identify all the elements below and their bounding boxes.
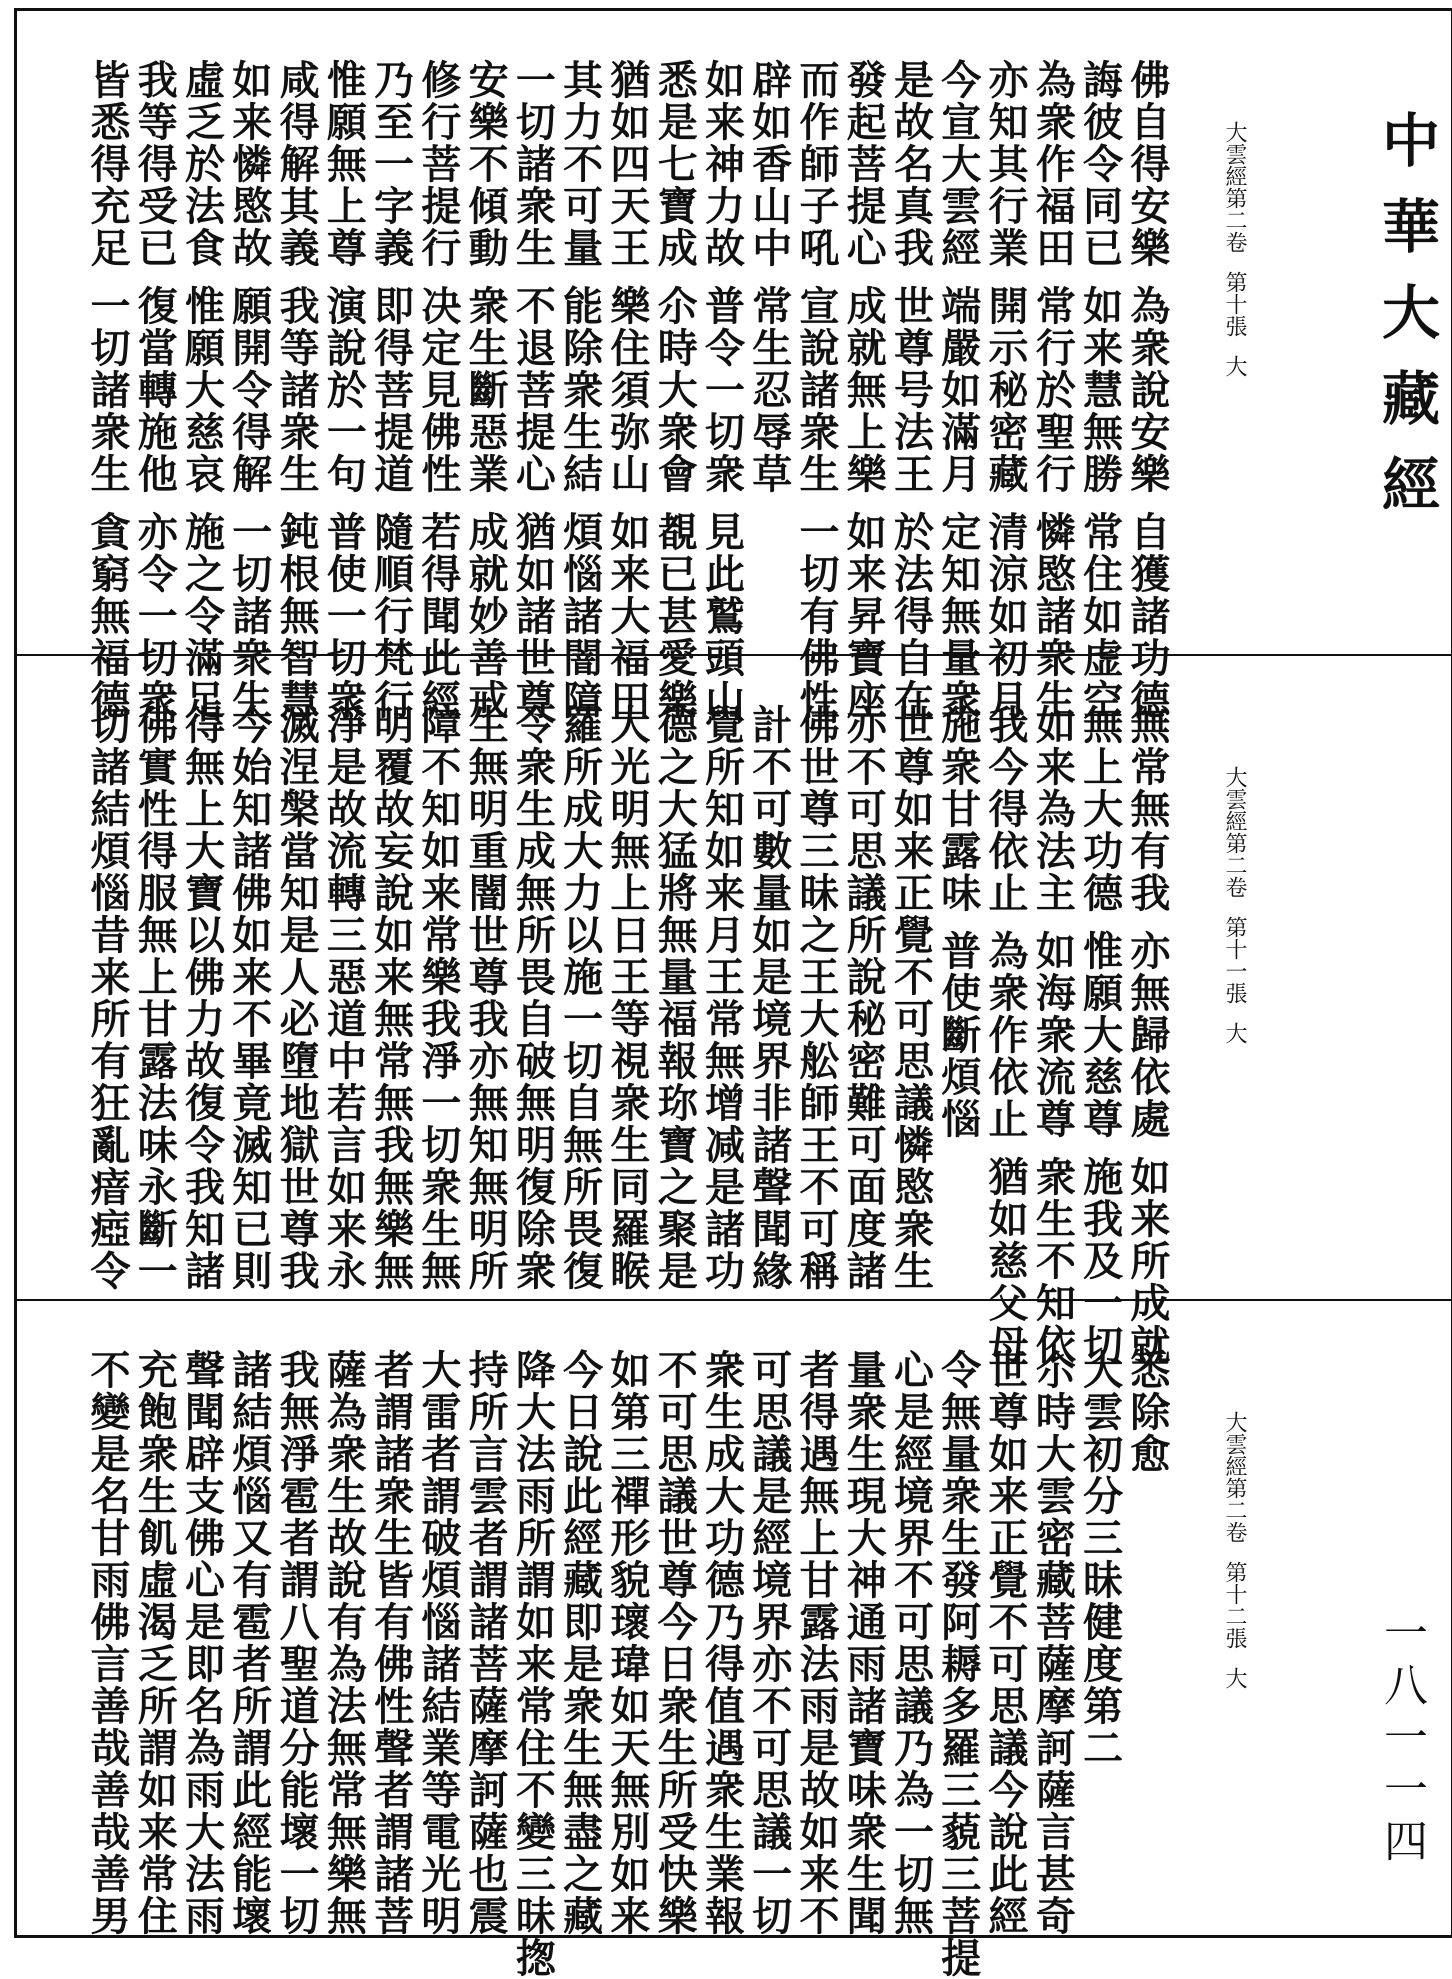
text-column: 悉除愈 (1123, 1349, 1171, 1475)
marginal-header (1222, 766, 1246, 1044)
text-column: 安樂不傾動 衆生斷惡業 成就妙善戒 (462, 59, 510, 721)
text-column: 羅所成大力以施一切自無所畏復 (556, 704, 604, 1292)
text-column: 世尊如来正覺不可思議今說此經 (982, 1349, 1030, 1937)
text-panel-3 (17, 1301, 1451, 1979)
text-column: 持所言雲者謂諸菩薩摩訶薩也震 (462, 1349, 510, 1937)
series-title: 中華大藏經 (1372, 110, 1440, 540)
text-columns (84, 1349, 1171, 1979)
text-column: 者得遇無上甘露法雨是故如来不 (792, 1349, 840, 1937)
text-column: 不變是名甘雨佛言善哉善哉善男 (84, 1349, 131, 1937)
text-column: 我今得依止 為衆作依止 猶如慈父母 (982, 704, 1030, 1366)
text-column: 今宣大雲經 端嚴如滿月 定知無量衆 (934, 59, 982, 721)
text-column: 者謂諸衆生皆有佛性聲者謂諸菩 (367, 1349, 415, 1937)
marginal-header (1222, 1411, 1246, 1689)
text-column: 無上大功德 惟願大慈尊 施我及一切 (1076, 704, 1124, 1366)
text-column: 充飽衆生飢虛渴乏所謂如来常住 (131, 1349, 179, 1937)
text-column: 辟如香山中 常生忍辱草 (745, 59, 793, 495)
text-column: 聲聞辟支佛心是即名為雨大法雨 (178, 1349, 226, 1937)
text-column: 令無量衆生發阿耨多羅三藐三菩提 (934, 1349, 982, 1979)
text-column: 猶如四天王 樂住須弥山 如来大福田 (603, 59, 651, 721)
text-column: 降大法雨所謂如来常住不變三昧揔 (509, 1349, 557, 1979)
text-column: 障不知如来常樂我淨一切衆生無 (414, 704, 462, 1292)
text-column: 大雷者謂破煩惱諸結業等電光明 (414, 1349, 462, 1937)
text-column: 生無明重闇世尊我亦無知無明所 (462, 704, 510, 1292)
text-column: 皆悉得充足 一切諸衆生 貪窮無福德 (84, 59, 131, 721)
text-column: 我等得受已 復當轉施他 亦令一切衆 (131, 59, 179, 721)
text-column: 諸結煩惱又有雹者所謂此經能壞 (225, 1349, 273, 1937)
text-column: 衆生成大功德乃得值遇衆生業報 (698, 1349, 746, 1937)
text-column: 悉是七寶成 尒時大衆會 覩已甚愛樂 (651, 59, 699, 721)
text-column: 德之大猛將無量福報珎寶之聚是 (651, 704, 699, 1292)
text-column: 今始知諸佛如来不畢竟滅知已則 (225, 704, 273, 1292)
text-column: 亦不可思議所說秘密難可面度諸 (840, 704, 888, 1292)
marginal-title: 大雲經第二卷 (1222, 766, 1247, 898)
text-column: 計不可數量如是境界非諸聲聞緣 (745, 704, 793, 1292)
text-column: 如第三禪形貌瓌瑋如天無別如来 (603, 1349, 651, 1937)
text-column: 修行菩提行 决定見佛性 若得聞此經 (414, 59, 462, 721)
text-columns (84, 704, 1171, 1366)
text-column: 而作師子吼 宣說諸衆生 一切有佛性 (792, 59, 840, 721)
text-column: 其力不可量 能除衆生結 煩惱諸闇障 (556, 59, 604, 721)
text-column: 施衆甘露味 普使斷煩惱 (934, 704, 982, 1140)
marginal-mark: 大 (1222, 355, 1247, 377)
text-column: 世尊如来正覺不可思議憐愍衆生 (887, 704, 935, 1292)
text-column: 發起菩提心 成就無上樂 如来昇寶座 (840, 59, 888, 721)
text-panel-1 (17, 11, 1451, 721)
text-column: 一切諸衆生 不退菩提心 猶如諸世尊 (509, 59, 557, 721)
text-column: 量衆生現大神通雨諸寶味衆生聞 (840, 1349, 888, 1937)
marginal-leaf: 第十二張 (1222, 1561, 1247, 1649)
text-column: 淨是故流轉三惡道中若言如来永 (320, 704, 368, 1292)
text-column: 大雲初分三昧健度第二 (1076, 1349, 1124, 1769)
text-column: 滅涅槃當知是人必墮地獄世尊我 (273, 704, 321, 1292)
text-column: 大光明無上日王等視衆生同羅睺 (603, 704, 651, 1292)
text-column: 乃至一字義 即得菩提道 隨順行梵行 (367, 59, 415, 721)
text-column: 佛實性得服無上甘露法味永斷一 (131, 704, 179, 1292)
text-column: 令衆生成無所畏自破無明復除衆 (509, 704, 557, 1292)
text-column: 如来為法主 如海衆流尊 衆生不知依 (1029, 704, 1077, 1366)
text-column: 亦知其行業 開示秘密藏 清涼如初月 (982, 59, 1030, 721)
text-column: 不可思議世尊今日衆生所受快樂 (651, 1349, 699, 1937)
text-column: 薩為衆生故說有為法無常無樂無 (320, 1349, 368, 1937)
marginal-header (1222, 121, 1246, 377)
text-panel-2 (17, 656, 1451, 1366)
text-column: 佛世尊三昧之王大舩師王不可稱 (792, 704, 840, 1292)
text-column: 惟願無上尊 演說於一句 普使一切衆 (320, 59, 368, 721)
text-column: 咸得解其義 我等諸衆生 鈍根無智慧 (273, 59, 321, 721)
text-column: 得無上大寶以佛力故復令我知諸 (178, 704, 226, 1292)
text-column: 明覆故妄說如来無常無我無樂無 (367, 704, 415, 1292)
text-column: 我無淨雹者謂八聖道分能壞一切 (273, 1349, 321, 1937)
text-column: 切諸結煩惱昔来所有狂亂瘖瘂令 (84, 704, 131, 1292)
text-columns (84, 59, 1171, 721)
marginal-title: 大雲經第二卷 (1222, 1411, 1247, 1543)
marginal-leaf: 第十張 (1222, 271, 1247, 337)
text-column: 可思議是經境界亦不可思議一切 (745, 1349, 793, 1937)
text-column: 佛自得安樂 為衆說安樂 自獲諸功德 (1123, 59, 1171, 721)
marginal-title: 大雲經第二卷 (1222, 121, 1247, 253)
text-column: 為衆作福田 常行於聖行 憐愍諸衆生 (1029, 59, 1077, 721)
text-column: 虛乏於法食 惟願大慈哀 施之令滿足 (178, 59, 226, 721)
text-column: 是故名真我 世尊号法王 於法得自在 (887, 59, 935, 721)
text-column: 無常無有我 亦無歸依處 如来所成就 (1123, 704, 1171, 1366)
text-column: 心是經境界不可思議乃為一切無 (887, 1349, 935, 1937)
text-column: 尒時大雲密藏菩薩摩訶薩言甚奇 (1029, 1349, 1077, 1937)
page-number: 一八一一四 (1376, 1610, 1427, 1870)
marginal-mark: 大 (1222, 1667, 1247, 1689)
text-column: 誨彼令同已 如来慧無勝 常住如虚空 (1076, 59, 1124, 721)
text-column: 今日說此經藏即是衆生無盡之藏 (556, 1349, 604, 1937)
text-column: 如来憐愍故 願開令得解 一切諸衆生 (225, 59, 273, 721)
text-column: 覺所知如来月王常無增减是諸功 (698, 704, 746, 1292)
marginal-leaf: 第十一張 (1222, 916, 1247, 1004)
text-column: 如来神力故 普令一切衆 見此鷲頭山 (698, 59, 746, 721)
marginal-mark: 大 (1222, 1022, 1247, 1044)
page-frame (14, 8, 1452, 1979)
